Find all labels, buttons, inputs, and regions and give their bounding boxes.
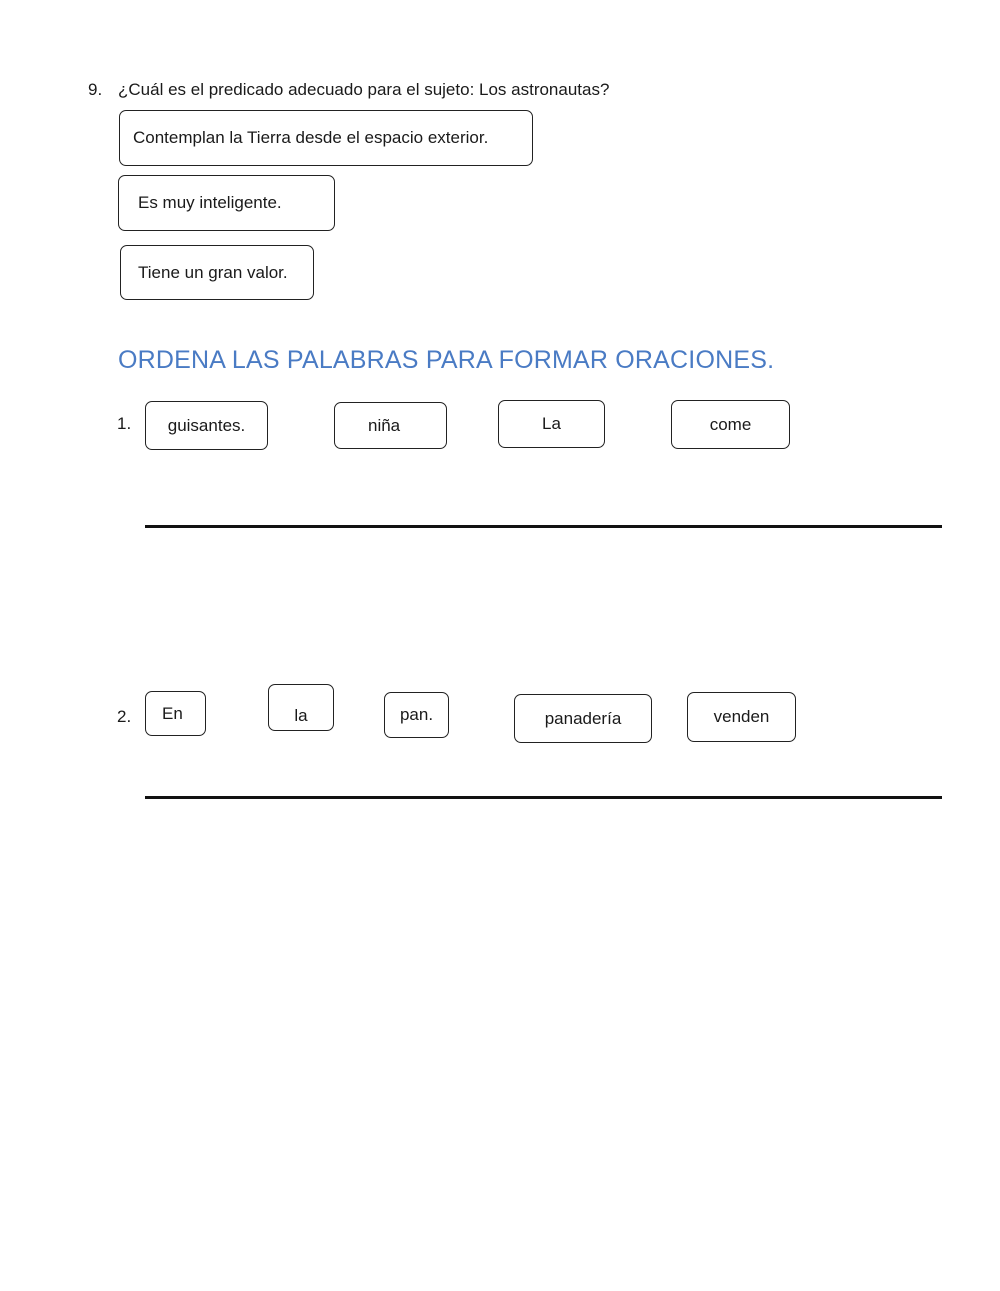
option-1-label: Contemplan la Tierra desde el espacio exterior. bbox=[133, 128, 489, 147]
word-chip-label: come bbox=[709, 414, 752, 434]
word-chip-label: La bbox=[542, 414, 561, 433]
option-3-label: Tiene un gran valor. bbox=[138, 262, 288, 282]
question-number: 9. bbox=[88, 80, 103, 99]
option-2[interactable] bbox=[118, 175, 335, 231]
word-chip[interactable] bbox=[498, 400, 605, 448]
word-chip-label: niña bbox=[368, 415, 401, 435]
word-chip-label: panadería bbox=[544, 708, 622, 728]
option-2-label: Es muy inteligente. bbox=[138, 193, 282, 212]
word-chip[interactable] bbox=[334, 402, 447, 449]
word-chip-label: pan. bbox=[399, 705, 434, 724]
word-chip-label: la bbox=[294, 706, 308, 725]
word-chip[interactable] bbox=[687, 692, 796, 742]
word-chip[interactable] bbox=[268, 684, 334, 731]
word-chip-label: guisantes. bbox=[167, 415, 246, 435]
question-text: ¿Cuál es el predicado adecuado para el sujeto: Los astronautas? bbox=[118, 80, 610, 99]
word-chip[interactable] bbox=[145, 691, 206, 736]
word-chip-label: venden bbox=[713, 707, 770, 726]
exercise-1-number: 1. bbox=[117, 414, 132, 433]
word-chip[interactable] bbox=[145, 401, 268, 450]
exercise-2-number: 2. bbox=[117, 707, 132, 726]
word-chip[interactable] bbox=[514, 694, 652, 743]
word-chip[interactable] bbox=[384, 692, 449, 738]
option-1[interactable] bbox=[119, 110, 533, 166]
answer-line-1[interactable] bbox=[145, 525, 942, 528]
option-3[interactable] bbox=[120, 245, 314, 300]
word-chip-label: En bbox=[162, 703, 183, 723]
word-chip[interactable] bbox=[671, 400, 790, 449]
section-title: ORDENA LAS PALABRAS PARA FORMAR ORACIONES. bbox=[118, 346, 775, 374]
answer-line-2[interactable] bbox=[145, 796, 942, 799]
